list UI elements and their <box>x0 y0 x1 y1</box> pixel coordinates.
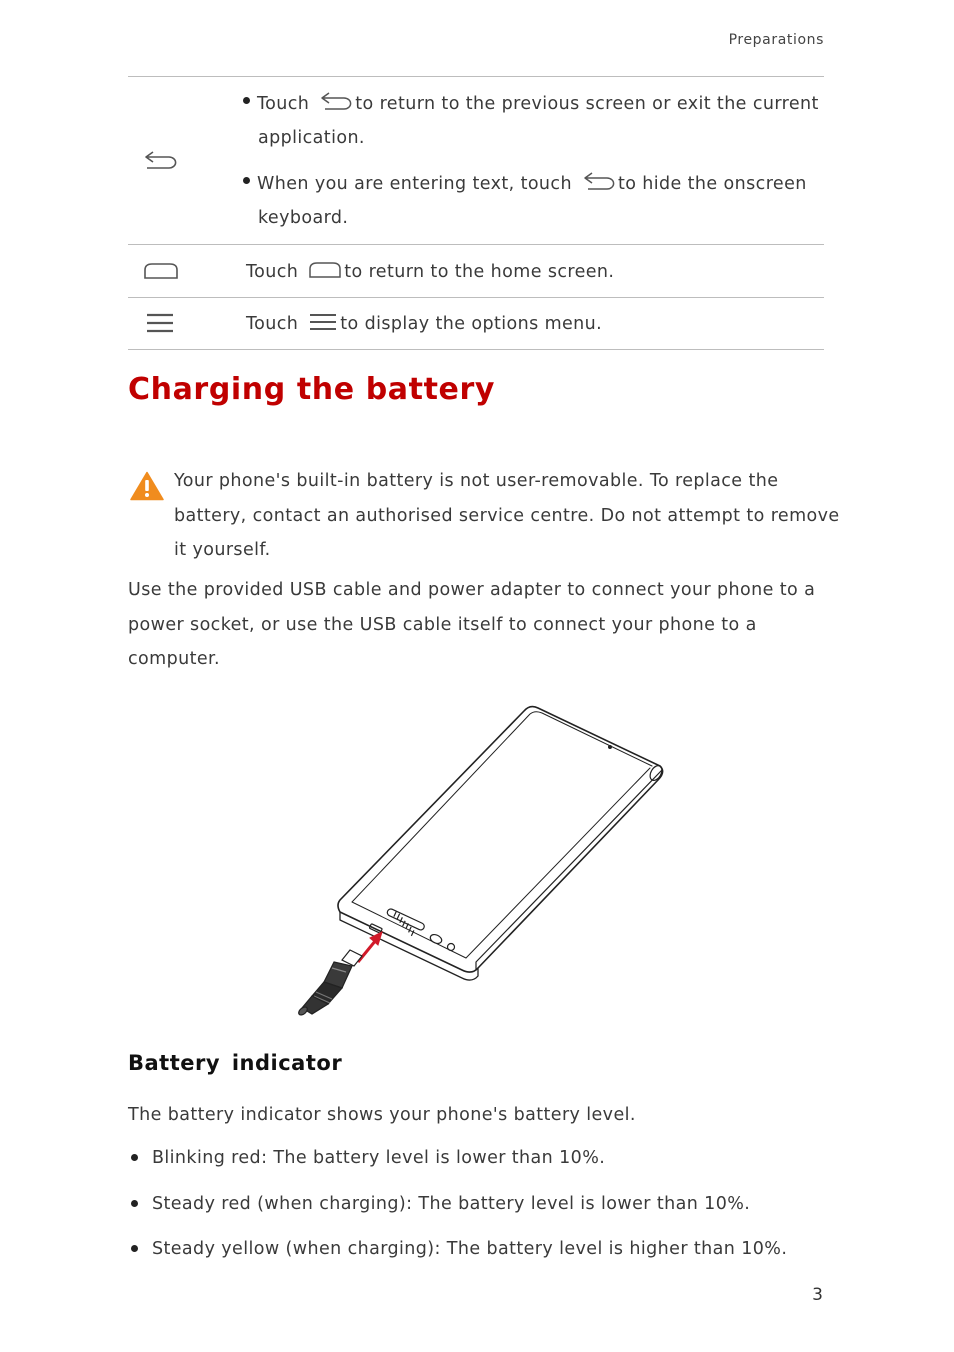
phone-charging-illustration <box>290 700 680 1025</box>
back-bullet-1-continuation: application. <box>258 128 365 148</box>
home-icon <box>308 260 342 280</box>
menu-row-suffix: to display the options menu. <box>340 314 603 334</box>
menu-row-text <box>246 312 602 334</box>
back-arrow-icon <box>582 172 616 192</box>
table-row-divider <box>128 244 824 245</box>
back-bullet-1-suffix: to return to the previous screen or exit the current <box>355 94 819 114</box>
back-bullet-2-continuation: keyboard. <box>258 208 349 228</box>
battery-intro: The battery indicator shows your phone's battery level. <box>128 1105 636 1125</box>
list-item: Steady red (when charging): The battery level is lower than 10%. <box>152 1194 751 1214</box>
warning-icon <box>130 471 164 501</box>
paragraph-line: power socket, or use the USB cable itself to connect your phone to a <box>128 614 757 635</box>
bullet-dot <box>243 97 250 104</box>
paragraph-line: Use the provided USB cable and power adapter to connect your phone to a <box>128 580 816 600</box>
bullet-dot <box>131 1245 138 1252</box>
bullet-dot <box>243 177 250 184</box>
menu-icon <box>146 312 174 334</box>
running-header: Preparations <box>728 32 824 48</box>
insert-arrow <box>358 932 382 962</box>
back-bullet-1-prefix: Touch <box>257 94 310 114</box>
menu-row-prefix: Touch <box>246 314 299 334</box>
home-row-prefix: Touch <box>246 262 299 282</box>
table-bottom-rule <box>128 349 824 350</box>
table-top-rule <box>128 76 824 77</box>
home-icon <box>143 261 179 281</box>
back-bullet-2 <box>257 172 807 194</box>
warning-line: battery, contact an authorised service centre. Do not attempt to remove <box>174 505 840 526</box>
page-number: 3 <box>812 1285 823 1305</box>
charging-paragraph <box>128 573 815 677</box>
back-bullet-2-suffix: to hide the onscreen <box>617 174 807 194</box>
paragraph-line: computer. <box>128 649 220 669</box>
back-bullet-2-prefix: When you are entering text, touch <box>257 174 572 194</box>
back-arrow-icon <box>319 92 353 112</box>
list-item: Steady yellow (when charging): The battery level is higher than 10%. <box>152 1239 788 1259</box>
bullet-dot <box>131 1200 138 1207</box>
back-arrow-icon <box>143 150 177 172</box>
list-item: Blinking red: The battery level is lower than 10%. <box>152 1148 606 1168</box>
warning-text <box>174 464 840 568</box>
warning-line: it yourself. <box>174 540 271 560</box>
home-row-text <box>246 260 614 282</box>
table-row-divider <box>128 297 824 298</box>
menu-icon <box>308 312 338 332</box>
phone-body <box>338 707 663 973</box>
back-bullet-1 <box>257 92 819 114</box>
warning-line: Your phone's built-in battery is not user-removable. To replace the <box>174 471 779 491</box>
battery-indicator-heading: Battery indicator <box>128 1051 343 1075</box>
usb-cable <box>297 950 362 1017</box>
section-title: Charging the battery <box>128 372 496 407</box>
bullet-dot <box>131 1154 138 1161</box>
home-row-suffix: to return to the home screen. <box>344 262 615 282</box>
